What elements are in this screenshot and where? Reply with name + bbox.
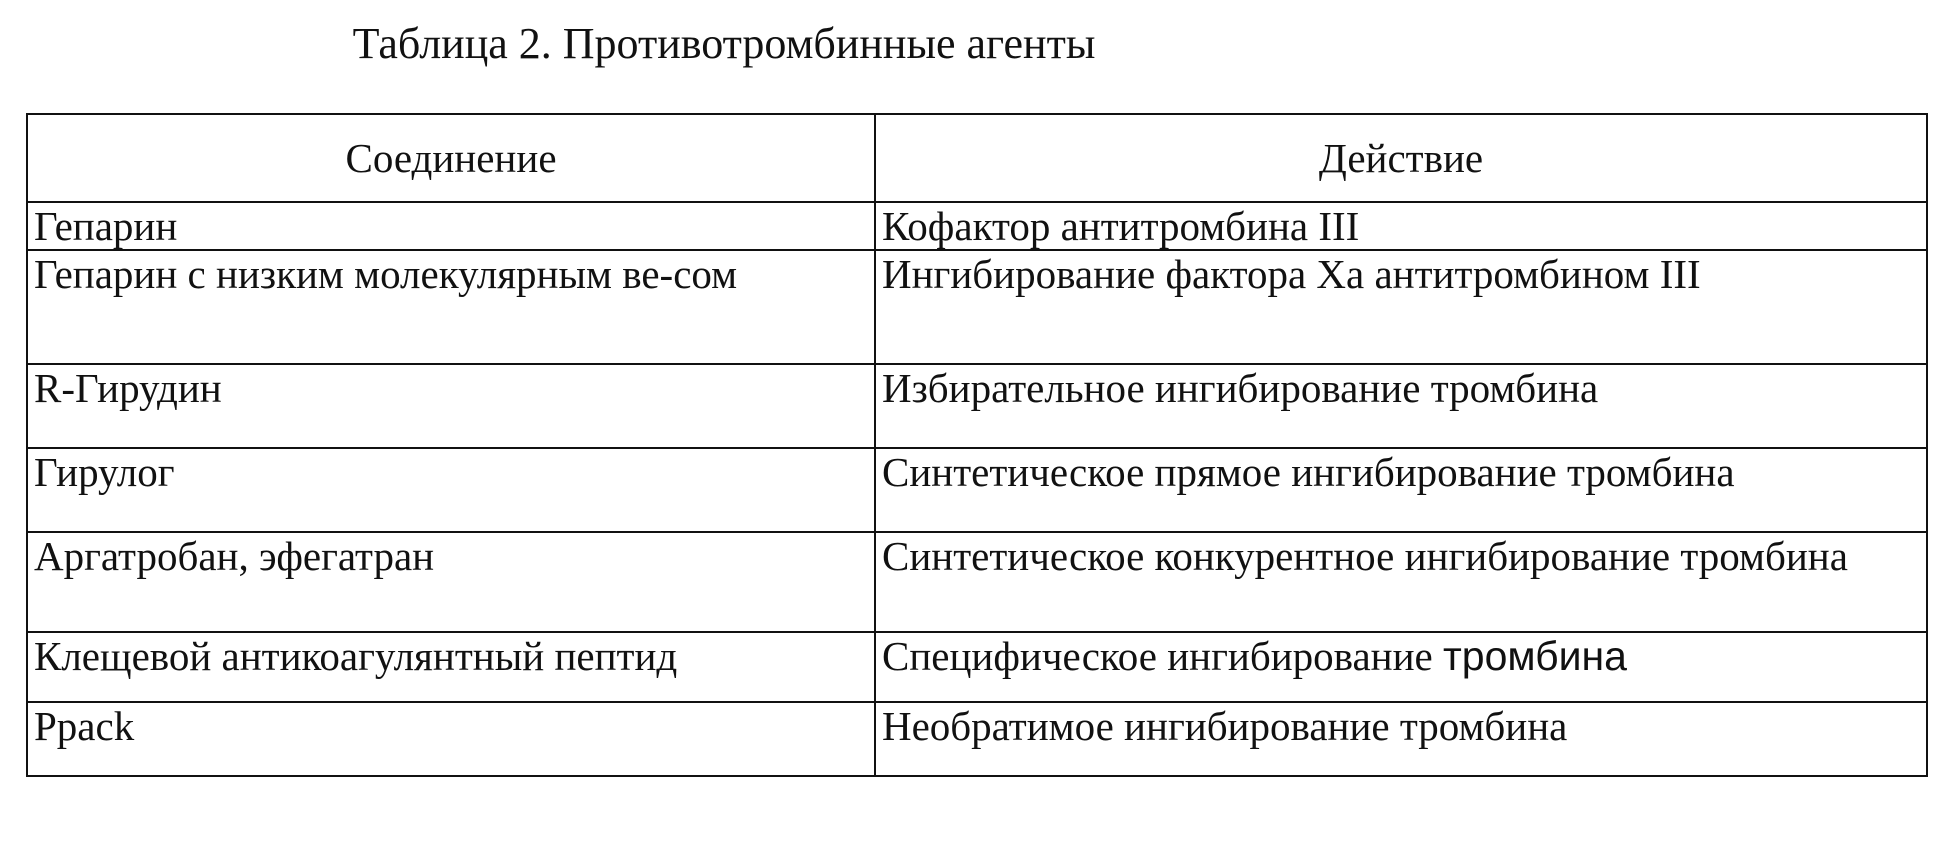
compound-cell: Ppack: [27, 702, 875, 776]
table-header-row: [27, 114, 1927, 202]
compound-cell: Аргатробан, эфегатран: [27, 532, 875, 632]
action-cell: Кофактор антитромбина III: [875, 202, 1927, 250]
header-compound: Соединение: [27, 114, 875, 202]
action-cell: Избирательное ингибирование тромбина: [875, 364, 1927, 448]
compound-cell: Гирулог: [27, 448, 875, 532]
compound-cell: Клещевой антикоагулянтный пептид: [27, 632, 875, 702]
table-row: [27, 448, 1927, 532]
action-prefix: Специфическое ингибирование: [882, 633, 1433, 679]
action-cell: Необратимое ингибирование тромбина: [875, 702, 1927, 776]
table-caption: Таблица 2. Противотромбинные агенты: [352, 19, 1096, 68]
action-cell: [875, 632, 1927, 702]
action-cell: Ингибирование фактора Ха антитромбином III: [875, 250, 1927, 364]
table-row: [27, 632, 1927, 702]
header-action: Действие: [875, 114, 1927, 202]
action-suffix: тромбина: [1443, 633, 1627, 679]
table-row: [27, 250, 1927, 364]
antithrombin-agents-table: [26, 113, 1928, 777]
table-row: [27, 202, 1927, 250]
compound-cell: Гепарин: [27, 202, 875, 250]
action-cell: Синтетическое конкурентное ингибирование тромбина: [875, 532, 1927, 632]
compound-cell: Гепарин с низким молекулярным ве-сом: [27, 250, 875, 364]
table-row: [27, 532, 1927, 632]
table-row: [27, 702, 1927, 776]
table-row: [27, 364, 1927, 448]
action-cell: Синтетическое прямое ингибирование тромбина: [875, 448, 1927, 532]
compound-cell: R-Гирудин: [27, 364, 875, 448]
